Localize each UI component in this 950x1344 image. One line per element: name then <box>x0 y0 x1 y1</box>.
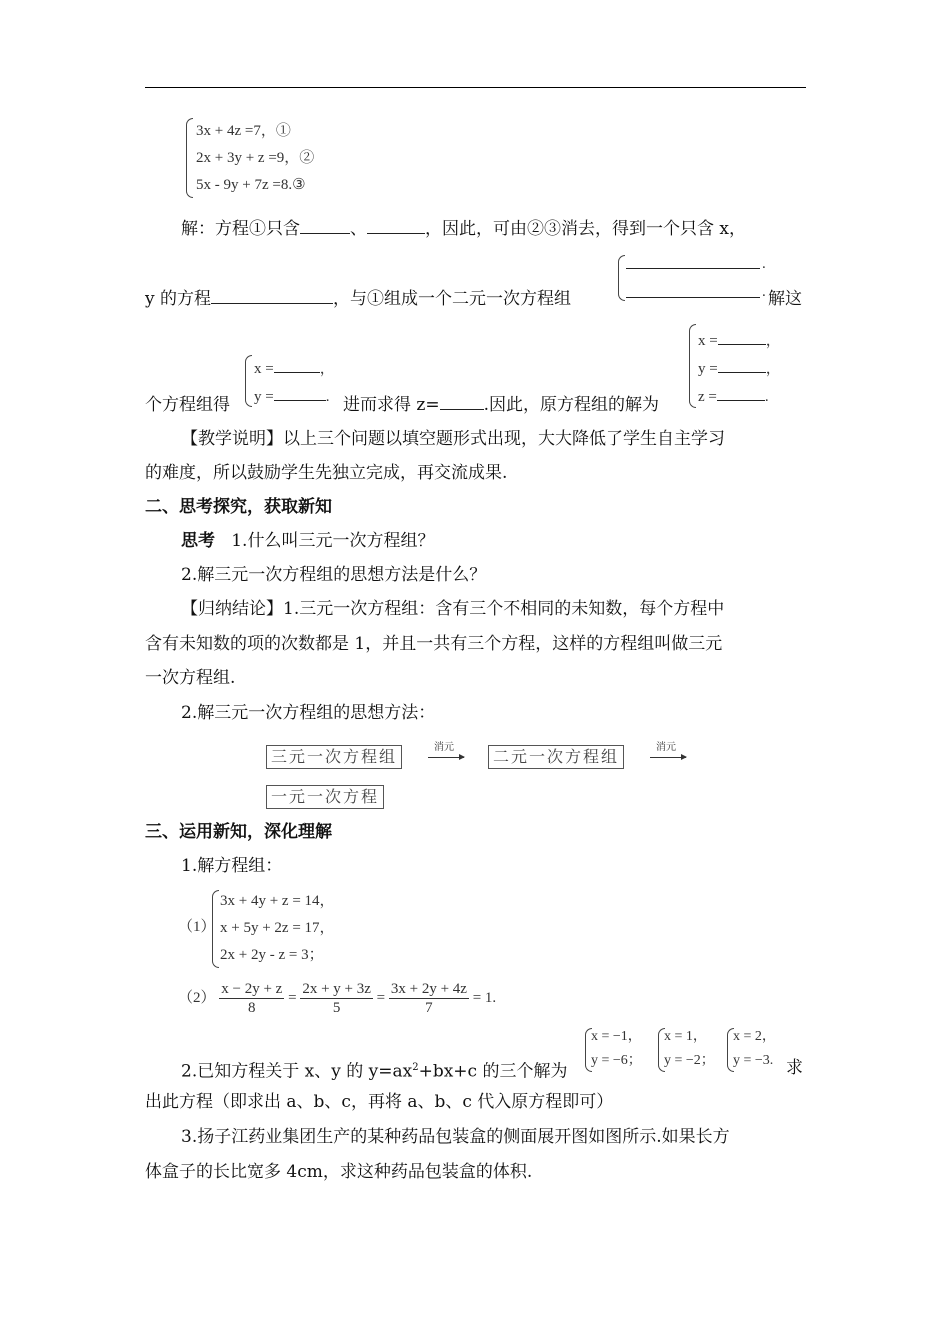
equation-3: 5x - 9y + 7z =8.③ <box>196 177 306 193</box>
exercise-3-line-1: 3.扬子江药业集团生产的某种药品包装盒的侧面展开图如图所示.如果长方 <box>181 1127 730 1147</box>
question-2: 2.解三元一次方程组的思想方法是什么？ <box>181 565 487 585</box>
conclusion-line-2: 含有未知数的项的次数都是 1，并且一共有三个方程，这样的方程组叫做三元 <box>145 634 723 654</box>
blank <box>367 218 425 234</box>
final-solution: x = ， y = ， z = . <box>698 327 781 411</box>
equation-system-1 <box>196 118 314 199</box>
solution-line-1: 解：方程①只含 、 ，因此，可由②③消去，得到一个只含 x， <box>181 219 746 239</box>
problem-2: （2） $\frac{x - 2y + z}{8}$ = $\frac{2x + y + 3z}{5}$ = $\frac{3x + 2y + 4z}{7}$ = 1. <box>178 981 497 1016</box>
arrow-label: 消元 <box>434 742 454 753</box>
solution-line-2: y 的方程 ，与①组成一个二元一次方程组 <box>145 289 572 309</box>
teaching-note-line-1: 【教学说明】以上三个问题以填空题形式出现，大大降低了学生自主学习 <box>181 429 725 449</box>
blank <box>211 288 333 304</box>
system-brace <box>186 118 193 198</box>
flow-box-ternary: 三元一次方程组 <box>266 745 402 769</box>
flow-box-unary: 一元一次方程 <box>266 785 384 809</box>
problem-1-system: 3x + 4y + z = 14， x + 5y + 2z = 17， 2x + 2y - z = 3； <box>220 893 335 963</box>
conclusion-line-1: 【归纳结论】1.三元一次方程组：含有三个不相同的未知数，每个方程中 <box>181 599 725 619</box>
equation-2: 2x + 3y + z =9，② <box>196 150 315 166</box>
equation-1: 3x + 4z =7，① <box>196 123 291 139</box>
blank <box>300 218 350 234</box>
header-rule <box>145 87 806 88</box>
blank <box>626 268 760 269</box>
method-line: 2.解三元一次方程组的思想方法： <box>181 703 436 723</box>
exercise-2-line-1: 2.已知方程关于 x、y 的 $y=ax^2+bx+c$ 的三个解为 <box>181 1061 568 1082</box>
section-2-heading: 二、思考探究，获取新知 <box>145 497 332 517</box>
arrow-icon <box>428 757 464 758</box>
think-line: 思考 1.什么叫三元一次方程组？ <box>181 531 435 551</box>
arrow-icon <box>650 757 686 758</box>
conclusion-line-3: 一次方程组. <box>145 668 236 688</box>
flow-box-binary: 二元一次方程组 <box>488 745 624 769</box>
exercise-3-line-2: 体盒子的长比宽多 4cm，求这种药品包装盒的体积. <box>145 1162 533 1182</box>
arrow-label: 消元 <box>656 742 676 753</box>
teaching-note-line-2: 的难度，所以鼓励学生先独立完成，再交流成果. <box>145 463 508 483</box>
solution-line-3: 个方程组得 <box>145 395 230 415</box>
exercise-1: 1.解方程组： <box>181 856 283 876</box>
section-3-heading: 三、运用新知，深化理解 <box>145 822 332 842</box>
system-brace <box>212 890 219 968</box>
exercise-2-line-2: 出此方程（即求出 a、b、c，再将 a、b、c 代入原方程即可） <box>145 1092 614 1112</box>
